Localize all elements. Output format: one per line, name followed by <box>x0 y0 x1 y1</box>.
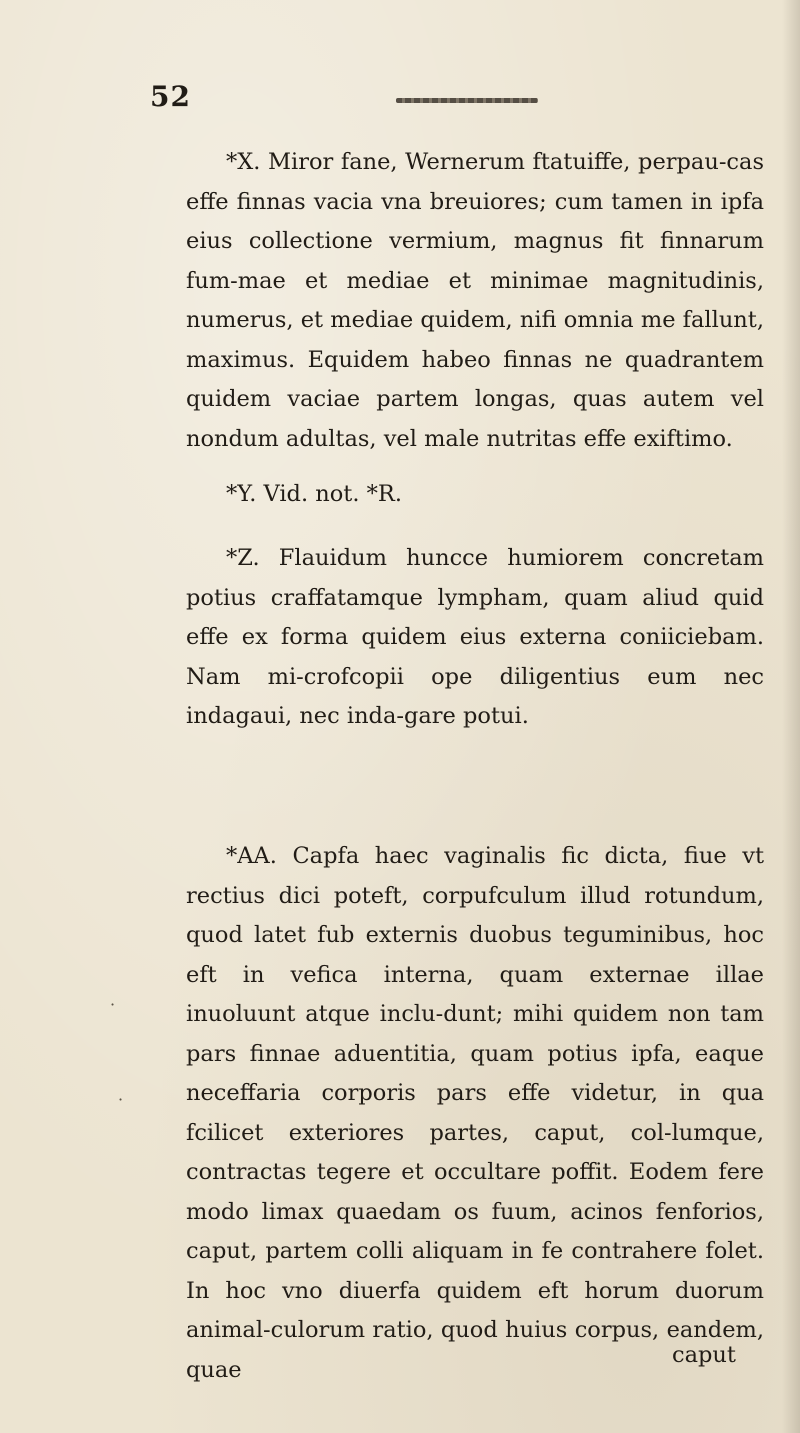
paragraph-note-x <box>186 143 764 459</box>
paragraph-note-aa <box>186 837 764 1390</box>
paragraph-text: *Y. Vid. not. *R. <box>226 481 402 507</box>
paragraph-text: *Z. Flauidum huncce humiorem concretam potius craffatamque lympham, quam aliud quid effe ex forma quidem eius externa coniiciebam. Nam mi-crofcopii ope diligentius eum nec indagaui, nec inda-gare potui. <box>186 545 764 729</box>
paragraph-note-z <box>186 539 764 737</box>
page-edge-shadow <box>782 0 800 1433</box>
paragraph-text: *AA. Capfa haec vaginalis fic dicta, fiue vt rectius dici poteft, corpufculum illud rotundum, quod latet fub externis duobus teguminibus, hoc eft in vefica interna, quam externae illae inuoluunt atque inclu-dunt; mihi quidem non tam pars finnae aduentitia, quam potius ipfa, eaque neceffaria corporis pars effe videtur, in qua fcilicet exteriores partes, caput, col-lumque, contractas tegere et occultare poffit. Eodem fere modo limax quaedam os fuum, acinos fenforios, caput, partem colli aliquam in fe contrahere folet. In hoc vno diuerfa quidem eft horum duorum animal-culorum ratio, quod huius corpus, eandem, quae <box>186 843 764 1383</box>
margin-mark: · <box>110 995 116 1014</box>
header-rule <box>396 98 538 103</box>
paragraph-text: *X. Miror fane, Wernerum ftatuiffe, perpau-cas effe finnas vacia vna breuiores; cum tamen in ipfa eius collectione vermium, magnus fit finnarum fum-mae et mediae et minimae magnitudinis, numerus, et mediae quidem, nifi omnia me fallunt, maximus. Equidem habeo finnas ne quadrantem quidem vaciae partem longas, quas autem vel nondum adultas, vel male nutritas effe exiftimo. <box>186 149 764 452</box>
catchword: caput <box>672 1342 736 1368</box>
page-number: 52 <box>150 80 191 113</box>
paragraph-note-y <box>186 475 764 515</box>
margin-mark: · <box>118 1090 124 1109</box>
